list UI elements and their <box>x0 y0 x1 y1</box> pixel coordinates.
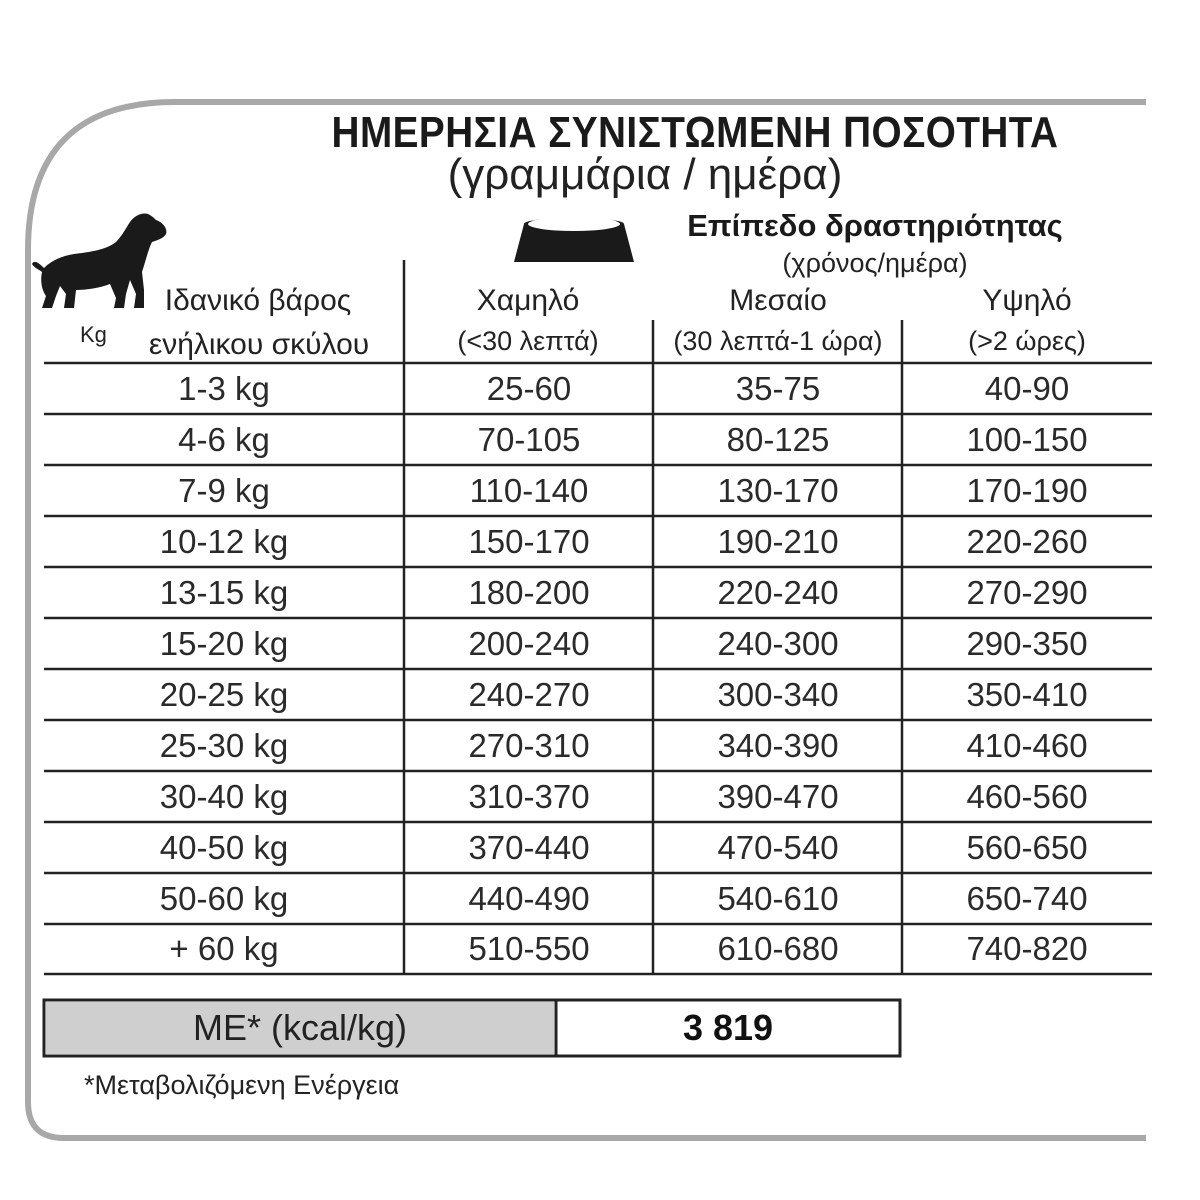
row-low: 70-105 <box>477 421 581 458</box>
row-weight: 4-6 kg <box>178 421 270 458</box>
row-high: 350-410 <box>966 676 1088 713</box>
row-low: 370-440 <box>468 829 590 866</box>
column-subheader-low: (<30 λεπτά) <box>457 326 599 356</box>
row-low: 110-140 <box>469 472 589 509</box>
row-high: 270-290 <box>966 574 1088 611</box>
row-weight: 10-12 kg <box>159 523 289 560</box>
row-high: 170-190 <box>966 472 1088 509</box>
row-medium: 540-610 <box>717 880 839 917</box>
row-medium: 470-540 <box>717 829 839 866</box>
row-low: 440-490 <box>468 880 590 917</box>
energy-label: ME* (kcal/kg) <box>46 1002 554 1054</box>
row-low: 510-550 <box>468 930 590 967</box>
row-high: 40-90 <box>984 370 1070 407</box>
row-low: 180-200 <box>468 574 590 611</box>
row-medium: 340-390 <box>717 727 839 764</box>
footnote: *Μεταβολιζόμενη Ενέργεια <box>84 1070 400 1100</box>
row-medium: 80-125 <box>726 421 830 458</box>
row-medium: 130-170 <box>717 472 839 509</box>
row-low: 200-240 <box>468 625 590 662</box>
row-high: 220-260 <box>966 523 1088 560</box>
row-high: 560-650 <box>966 829 1088 866</box>
row-weight: 25-30 kg <box>159 727 289 764</box>
row-medium: 390-470 <box>717 778 839 815</box>
row-medium: 240-300 <box>717 625 839 662</box>
row-weight: 13-15 kg <box>159 574 289 611</box>
row-weight: 15-20 kg <box>159 625 289 662</box>
row-medium: 610-680 <box>717 930 839 967</box>
row-high: 410-460 <box>966 727 1088 764</box>
energy-value: 3 819 <box>682 1007 774 1048</box>
row-high: 740-820 <box>966 930 1088 967</box>
column-header-high: Υψηλό <box>982 284 1072 317</box>
row-high: 460-560 <box>966 778 1088 815</box>
row-weight: 30-40 kg <box>159 778 289 815</box>
row-weight: 50-60 kg <box>159 880 289 917</box>
row-medium: 35-75 <box>735 370 821 407</box>
row-high: 650-740 <box>966 880 1088 917</box>
row-low: 240-270 <box>468 676 590 713</box>
row-high: 100-150 <box>966 421 1088 458</box>
weight-header-line2: ενήλικου σκύλου <box>148 328 370 361</box>
row-weight: 40-50 kg <box>159 829 289 866</box>
column-header-low: Χαμηλό <box>476 284 580 317</box>
weight-header-line1: Ιδανικό βάρος <box>164 284 352 317</box>
row-weight: 7-9 kg <box>178 472 270 509</box>
page-title: ΗΜΕΡΗΣΙΑ ΣΥΝΙΣΤΩΜΕΝΗ ΠΟΣΟΤΗΤΑ <box>331 108 1059 157</box>
row-medium: 220-240 <box>717 574 839 611</box>
row-weight: + 60 kg <box>169 930 279 967</box>
activity-level-title: Επίπεδο δραστηριότητας <box>687 208 1063 243</box>
row-weight: 1-3 kg <box>178 370 270 407</box>
page-subtitle: (γραμμάρια / ημέρα) <box>447 150 843 199</box>
row-high: 290-350 <box>966 625 1088 662</box>
row-medium: 300-340 <box>717 676 839 713</box>
column-subheader-high: (>2 ώρες) <box>968 326 1086 356</box>
column-subheader-medium: (30 λεπτά-1 ώρα) <box>673 326 883 356</box>
weight-header-unit: Kg <box>80 322 107 347</box>
activity-level-subtitle: (χρόνος/ημέρα) <box>782 248 968 278</box>
row-low: 310-370 <box>468 778 590 815</box>
row-low: 150-170 <box>468 523 590 560</box>
row-low: 270-310 <box>468 727 590 764</box>
column-header-medium: Μεσαίο <box>729 284 827 317</box>
row-medium: 190-210 <box>717 523 839 560</box>
row-low: 25-60 <box>486 370 572 407</box>
row-weight: 20-25 kg <box>159 676 289 713</box>
